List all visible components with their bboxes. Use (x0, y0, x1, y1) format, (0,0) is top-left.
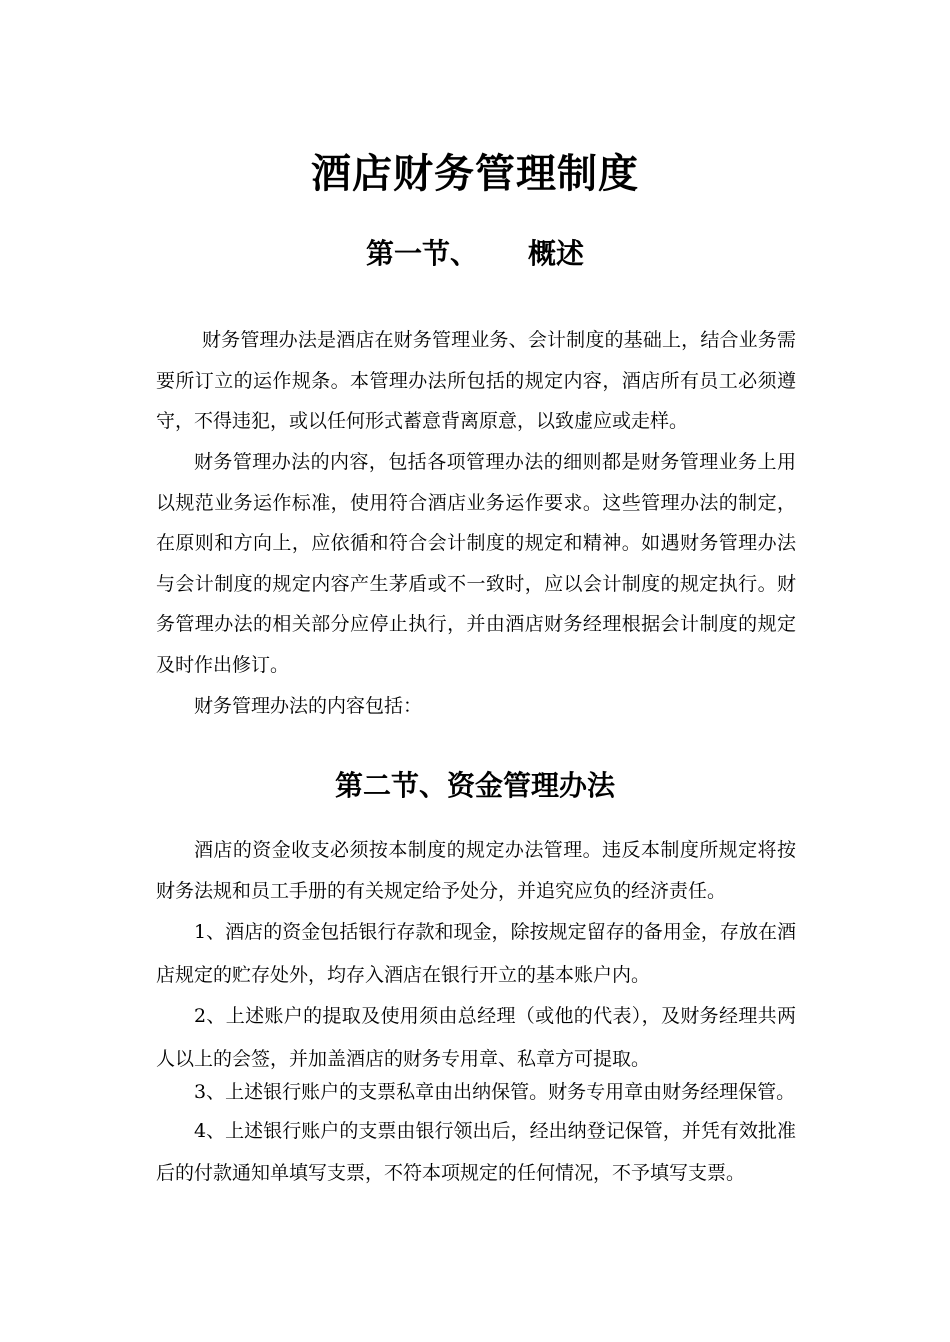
section2-item-1: 1、酒店的资金包括银行存款和现金，除按规定留存的备用金，存放在酒店规定的贮存处外，均存入酒店在银行开立的基本账户内。 (156, 921, 796, 986)
section2-item-3: 3、上述银行账户的支票私章由出纳保管。财务专用章由财务经理保管。 (194, 1081, 796, 1103)
section2-paragraph-intro: 酒店的资金收支必须按本制度的规定办法管理。违反本制度所规定将按财务法规和员工手册的有关规定给予处分，并追究应负的经济责任。 (156, 839, 796, 902)
section1-number: 第一节、 (365, 237, 478, 270)
section1-paragraph-1: 财务管理办法是酒店在财务管理业务、会计制度的基础上，结合业务需要所订立的运作规条。本管理办法所包括的规定内容，酒店所有员工必须遵守，不得违犯，或以任何形式蓄意背离原意，以致虚应或走样。 (156, 329, 796, 432)
section1-paragraph-3: 财务管理办法的内容包括： (194, 695, 423, 717)
section2-item-4: 4、上述银行账户的支票由银行领出后，经出纳登记保管，并凭有效批准后的付款通知单填写支票，不符本项规定的任何情况，不予填写支票。 (156, 1120, 796, 1184)
section1-paragraph-2: 财务管理办法的内容，包括各项管理办法的细则都是财务管理业务上用以规范业务运作标准，使用符合酒店业务运作要求。这些管理办法的制定，在原则和方向上，应依循和符合会计制度的规定和精神。如遇财务管理办法与会计制度的规定内容产生茅盾或不一致时，应以会计制度的规定执行。财务管理办法的相关部分应停止执行，并由酒店财务经理根据会计制度的规定及时作出修订。 (156, 451, 796, 676)
section2-heading: 第二节、资金管理办法 (334, 769, 615, 802)
section2-item-2: 2、上述账户的提取及使用须由总经理（或他的代表），及财务经理共两人以上的会签，并加盖酒店的财务专用章、私章方可提取。 (156, 1005, 796, 1070)
section1-name: 概述 (528, 237, 585, 270)
section1-heading (0, 234, 950, 274)
document-title: 酒店财务管理制度 (311, 150, 639, 197)
